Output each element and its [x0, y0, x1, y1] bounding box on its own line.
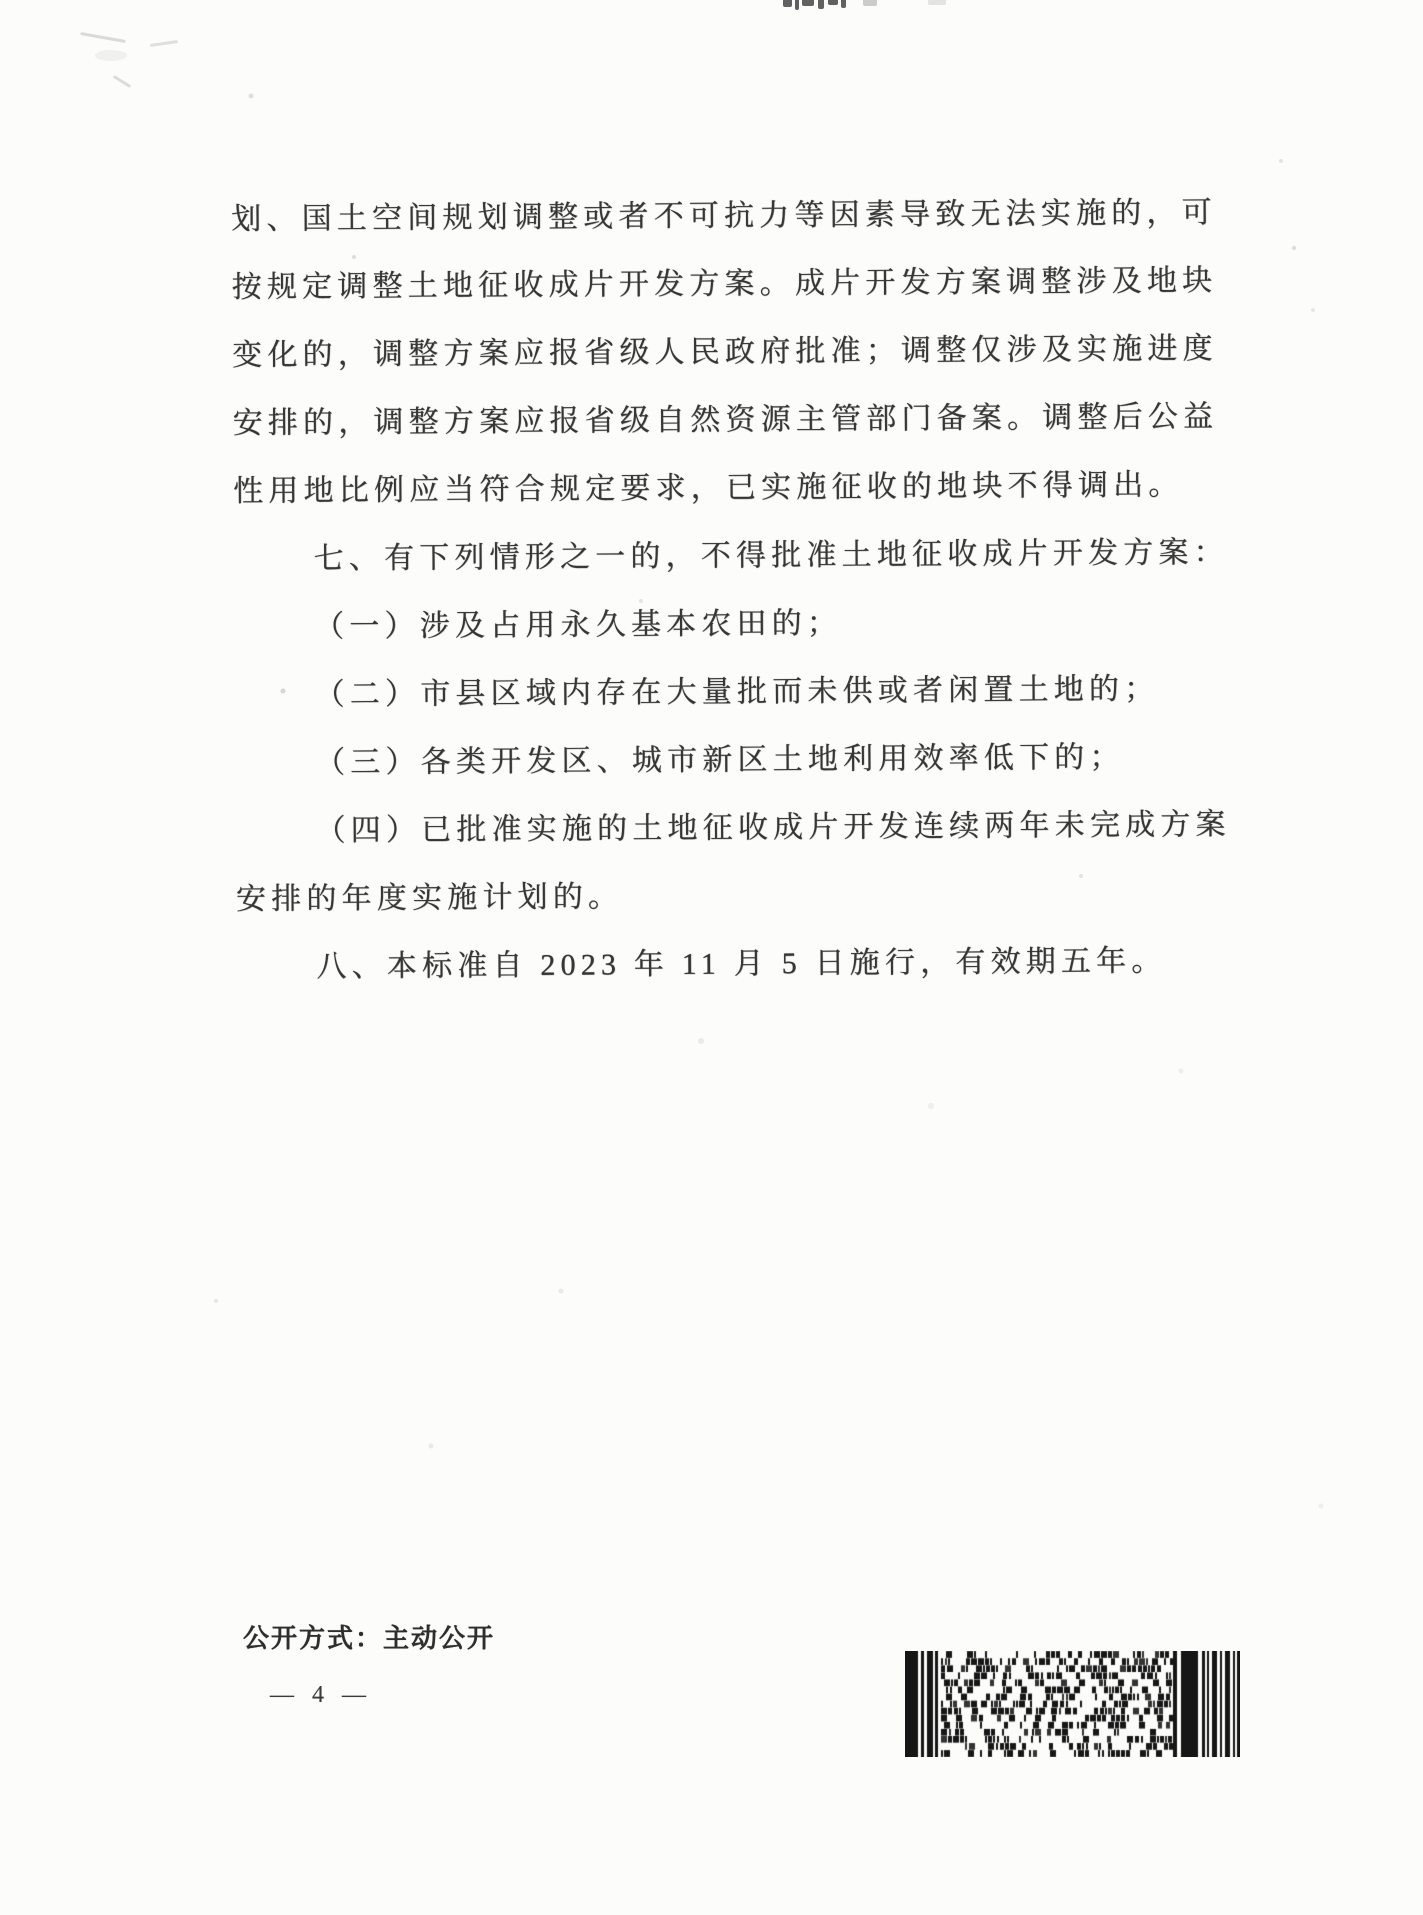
page-number: — 4 —: [270, 1682, 372, 1708]
cutoff-stroke: [818, 0, 824, 9]
body-line: 按规定调整土地征收成片开发方案。成片开发方案调整涉及地块: [231, 264, 1218, 304]
body-line-item-2: （二）市县区域内存在大量批而未供或者闲置土地的；: [314, 672, 1160, 712]
cutoff-stroke-faint: [928, 0, 946, 5]
body-line: 划、国土空间规划调整或者不可抗力等因素导致无法实施的，可: [231, 196, 1217, 236]
cutoff-stroke: [828, 0, 838, 5]
body-line: 安排的，调整方案应报省级自然资源主管部门备案。调整后公益: [232, 400, 1219, 440]
cutoff-stroke: [841, 0, 846, 8]
document-body: [231, 179, 1257, 1002]
cutoff-stroke-faint: [863, 0, 877, 6]
body-line-item-3: （三）各类开发区、城市新区土地利用效率低下的；: [314, 740, 1125, 780]
body-line-item-8: 八、本标准自 2023 年 11 月 5 日施行，有效期五年。: [316, 944, 1167, 984]
body-line-item-4: （四）已批准实施的土地征收成片开发连续两年未完成方案: [315, 808, 1231, 848]
cutoff-stroke: [783, 0, 792, 7]
smudge-mark: [95, 50, 127, 61]
publicity-method-label: 公开方式：主动公开: [243, 1623, 496, 1653]
body-line: 性用地比例应当符合规定要求，已实施征收的地块不得调出。: [233, 468, 1184, 508]
cutoff-stroke: [795, 0, 799, 10]
body-line-item-1: （一）涉及占用永久基本农田的；: [313, 606, 843, 644]
scan-noise-speckles: [0, 0, 2, 2]
smudge-mark: [80, 32, 126, 43]
smudge-mark: [150, 40, 178, 47]
body-line-item-7: 七、有下列情形之一的，不得批准土地征收成片开发方案：: [313, 536, 1229, 576]
pdf417-barcode: [905, 1651, 1240, 1757]
body-line: 安排的年度实施计划的。: [235, 880, 624, 916]
cutoff-stroke: [802, 0, 814, 6]
body-line: 变化的，调整方案应报省级人民政府批准；调整仅涉及实施进度: [232, 332, 1218, 372]
smudge-mark: [113, 75, 132, 88]
